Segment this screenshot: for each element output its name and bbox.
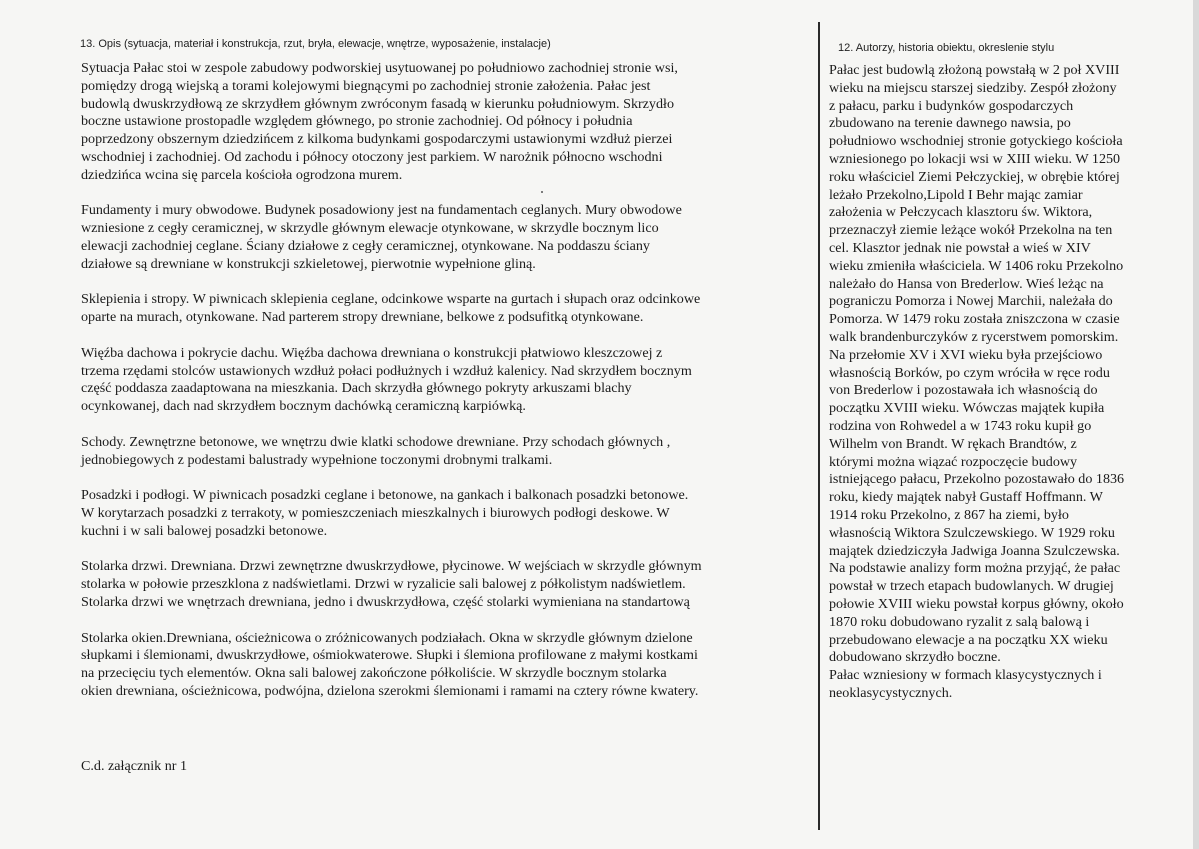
history-column xyxy=(829,62,1159,720)
paragraph-vaults: Sklepienia i stropy. W piwnicach sklepienia ceglane, odcinkowe wsparte na gurtach i słupach oraz odcinkowe oparte na murach, otynkowane. Nad parterem stropy drewniane, belkowe z podsufitką otynkowane. xyxy=(81,291,701,326)
paragraph-situation: Sytuacja Pałac stoi w zespole zabudowy podworskiej usytuowanej po południowo zachodniej stronie wsi, pomiędzy drogą wiejską a torami kolejowymi biegnącymi po zachodniej stronie założenia. Pałac jest budowlą dwuskrzydłową ze skrzydłem głównym zwróconym fasadą w kierunku południowym. Skrzydło boczne ustawione prostopadle względem głównego, po stronie zachodniej. Od północy i południa poprzedzony obszernym dziedzińcem z kilkoma budynkami gospodarczymi ustawionymi wzdłuż pierzei wschodniej i zachodniej. Od zachodu i północy otoczony jest parkiem. W narożnik północno wschodni dziedzińca wcina się parcela kościoła ogrodzona murem. xyxy=(81,60,678,183)
paragraph-history: Pałac jest budowlą złożoną powstałą w 2 poł XVIII wieku na miejscu starszej siedziby. Zespół złożony z pałacu, parku i budynków gospodarczych zbudowano na terenie dawnego nawsia, po południowo wschodniej stronie gotyckiego kościoła wzniesionego po lokacji wsi w XIII wieku. W 1250 roku właściciel Ziemi Pełczyckiej, w obrębie której leżało Przekolno,Lipold I Behr mając zamiar założenia w Pełczycach klasztoru św. Wiktora, przeznaczył ziemie leżące wokół Przekolna na ten cel. Klasztor jednak nie powstał a wieś w XIV wieku zmieniła właściciela. W 1406 roku Przekolno należało do Hansa von Brederlow. Wieś leżąc na pograniczu Pomorza i Nowej Marchii, należała do Pomorza. W 1479 roku została zniszczona w czasie walk brandenburczyków z rycerstwem pomorskim. Na przełomie XV i XVI wieku była przejściowo własnością Borków, po czym wróciła w ręce rodu von Brederlow i pozostawała ich własnością do początku XVIII wieku. Wówczas majątek kupiła rodzina von Rohwedel a w 1743 roku kupił go Wilhelm von Brandt. W rękach Brandtów, z którymi można wiązać rozpoczęcie budowy istniejącego pałacu, Przekolno pozostawało do 1836 roku, kiedy majątek nabył Gustaff Hoffmann. W 1914 roku Przekolno, z 867 ha ziemi, było własnością Wiktora Szulczewskiego. W 1929 roku majątek dziedziczyła Jadwiga Joanna Szulczewska. Na podstawie analizy form można przyjąć, że pałac powstał w trzech etapach budowlanych. W drugiej połowie XVIII wieku powstał korpus główny, około 1870 roku dobudowano ryzalit z salą balową i przebudowano elewacje a na początku XX wieku dobudowano skrzydło boczne. Pałac wzniesiony w formach klasycystycznych i neoklasycystycznych. xyxy=(829,62,1125,701)
description-column xyxy=(81,60,811,718)
column-divider xyxy=(818,22,820,830)
paragraph-windows: Stolarka okien.Drewniana, ościeżnicowa o zróżnicowanych podziałach. Okna w skrzydle głównym dzielone słupkami i ślemionami, dwuskrzydłowe, ośmiokwaterowe. Słupki i ślemiona profilowane z małymi kostkami na przecięciu tych elementów. Okna sali balowej zakończone półkoliście. W skrzydle bocznym stolarka okien drewniana, ościeżnicowa, podwójna, dzielona szerokmi ślemionami i ramami na cztery równe kwatery. xyxy=(81,629,699,699)
scan-edge xyxy=(1193,0,1199,849)
paragraph-roof: Więźba dachowa i pokrycie dachu. Więźba dachowa drewniana o konstrukcji płatwiowo kleszczowej z trzema rzędami stolców ustawionych wzdłuż połaci podłużnych i wzdłuż kalenicy. Nad skrzydłem bocznym część poddasza zaadaptowana na mieszkania. Dach skrzydła głównego pokryty arkuszami blachy ocynkowanej, dach nad skrzydłem bocznym dachówką ceramiczną karpiówką. xyxy=(81,344,692,415)
scan-speck xyxy=(541,191,543,193)
continuation-note: C.d. załącznik nr 1 xyxy=(81,758,188,774)
section-12-heading: 12. Autorzy, historia obiektu, okreslenie stylu xyxy=(838,42,1055,54)
paragraph-floors: Posadzki i podłogi. W piwnicach posadzki ceglane i betonowe, na gankach i balkonach posadzki betonowe. W korytarzach posadzki z terrakoty, w pomieszczeniach mieszkalnych i biurowych podłogi deskowe. W kuchni i w sali balowej posadzki betonowe. xyxy=(81,487,689,539)
paragraph-foundations: Fundamenty i mury obwodowe. Budynek posadowiony jest na fundamentach ceglanych. Mury obwodowe wzniesione z cegły ceramicznej, w skrzydle głównym elewacje otynkowane, w skrzydle bocznym lico elewacji zachodniej ceglane. Ściany działowe z cegły ceramicznej, otynkowane. Na poddaszu ściany działowe są drewniane w konstrukcji szkieletowej, pierwotnie wypełnione gliną. xyxy=(81,202,682,272)
section-13-heading: 13. Opis (sytuacja, materiał i konstrukcja, rzut, bryła, elewacje, wnętrze, wyposażenie, instalacje) xyxy=(80,38,551,50)
paragraph-stairs: Schody. Zewnętrzne betonowe, we wnętrzu dwie klatki schodowe drewniane. Przy schodach głównych , jednobiegowych z podestami balustrady wypełnione toczonymi drobnymi tralkami. xyxy=(81,433,671,468)
paragraph-doors: Stolarka drzwi. Drewniana. Drzwi zewnętrzne dwuskrzydłowe, płycinowe. W wejściach w skrzydle głównym stolarka w połowie przeszklona z nadświetlami. Drzwi w ryzalicie sali balowej z półkolistym nadświetlem. Stolarka drzwi we wnętrzach drewniana, jedno i dwuskrzydłowa, część stolarki wymieniana na standartową xyxy=(81,558,702,610)
